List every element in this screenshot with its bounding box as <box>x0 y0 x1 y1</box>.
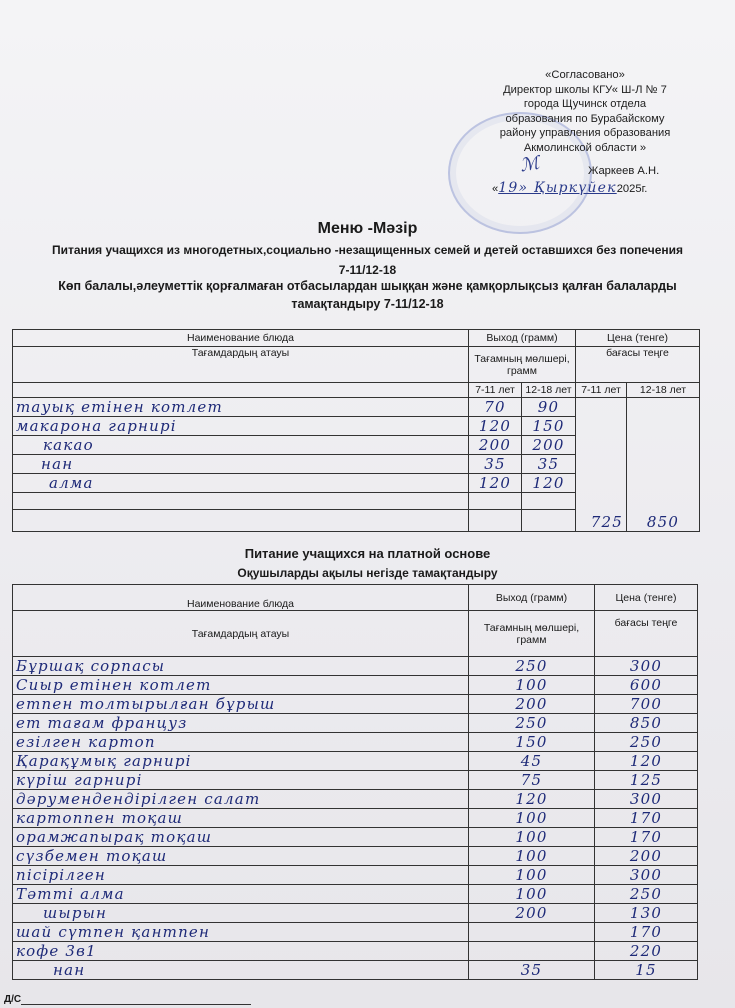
price-7-11: 725 <box>590 513 623 531</box>
table-row: күріш гарнирі 75 125 <box>13 771 698 790</box>
price-age-12-18: 12-18 лет <box>627 383 700 398</box>
footer-ds: Д/С <box>4 994 251 1005</box>
table-row: езілген картоп 150 250 <box>13 733 698 752</box>
subtitle-ru: Питания учащихся из многодетных,социально -незащищенных семей и детей оставшихся без попечения <box>51 243 684 257</box>
table-row: шай сүтпен қантпен 170 <box>13 923 698 942</box>
table-row: алма 120 120 <box>13 474 700 493</box>
age-7-11: 7-11 лет <box>469 383 522 398</box>
col-header-output-ru: Выход (грамм) <box>469 330 576 347</box>
col-header-price-ru: Цена (тенге) <box>595 585 698 611</box>
table-row: етпен толтырылған бұрыш 200 700 <box>13 695 698 714</box>
signer-name: Жаркеев А.Н. <box>588 165 660 177</box>
price-age-7-11: 7-11 лет <box>576 383 627 398</box>
free-menu-table <box>12 329 700 532</box>
table-row: Қарақұмық гарнирі 45 120 <box>13 752 698 771</box>
table-row: Бұршақ сорпасы 250 300 <box>13 657 698 676</box>
col-header-price-kz: бағасы теңге <box>595 611 698 657</box>
table-row: ет тағам француз 250 850 <box>13 714 698 733</box>
period: 7-11/12-18 <box>338 263 397 277</box>
table-row: шырын 200 130 <box>13 904 698 923</box>
approval-line: Директор школы КГУ« Ш-Л № 7 <box>503 83 667 96</box>
approval-line: города Щучинск отдела <box>523 98 647 111</box>
table-row: тауық етінен котлет 70 90 725 850 <box>13 398 700 417</box>
table-row: сүзбемен тоқаш 100 200 <box>13 847 698 866</box>
approval-line: «Согласовано» <box>545 69 625 81</box>
table-row: кофе 3в1 220 <box>13 942 698 961</box>
approval-date: «19» Қыркүйек2025г. <box>492 180 648 196</box>
col-header-name-kz: Тағамдардың атауы <box>13 347 469 383</box>
paid-title-ru: Питание учащихся на платной основе <box>244 546 491 561</box>
col-header-name-ru: Наименование блюда <box>13 585 469 611</box>
table-row: дәрумендендірілген салат 120 300 <box>13 790 698 809</box>
col-header-price-kz: бағасы теңге <box>576 347 700 383</box>
paid-menu-table <box>12 584 698 657</box>
col-header-output-kz: Тағамның мөлшері, грамм <box>469 347 576 383</box>
subtitle-kz-2: тамақтандыру 7-11/12-18 <box>291 297 444 311</box>
page-title: Меню -Мәзір <box>317 220 418 237</box>
footer-line <box>21 1004 251 1005</box>
col-header-name-ru: Наименование блюда <box>13 330 469 347</box>
table-row: картоппен тоқаш 100 170 <box>13 809 698 828</box>
approval-line: образования по Бурабайскому <box>505 112 665 125</box>
table-row: орамжапырақ тоқаш 100 170 <box>13 828 698 847</box>
age-12-18: 12-18 лет <box>522 383 576 398</box>
table-row: нан 35 35 <box>13 455 700 474</box>
col-header-price-ru: Цена (тенге) <box>576 330 700 347</box>
table-row: Сиыр етінен котлет 100 600 <box>13 676 698 695</box>
table-row: какао 200 200 <box>13 436 700 455</box>
subtitle-kz: Көп балалы,әлеуметтік қорғалмаған отбасылардан шыққан және қамқорлықсыз қалған балаларды <box>58 279 677 293</box>
approval-block <box>470 68 700 156</box>
approval-line: Акмолинской области » <box>523 141 647 154</box>
col-header-output-kz: Тағамның мөлшері, грамм <box>469 611 595 657</box>
paid-title-kz: Оқушыларды ақылы негізде тамақтандыру <box>237 566 498 580</box>
col-header-output-ru: Выход (грамм) <box>469 585 595 611</box>
table-row: макарона гарнирі 120 150 <box>13 417 700 436</box>
table-row: Тәтті алма 100 250 <box>13 885 698 904</box>
col-header-name-kz: Тағамдардың атауы <box>13 611 469 657</box>
price-12-18: 850 <box>646 513 680 531</box>
table-row: нан 35 15 <box>13 961 698 980</box>
approval-line: району управления образования <box>499 127 671 140</box>
signature: ℳ <box>518 152 541 177</box>
table-row: пісірілген 100 300 <box>13 866 698 885</box>
paid-menu-rows <box>12 656 698 980</box>
